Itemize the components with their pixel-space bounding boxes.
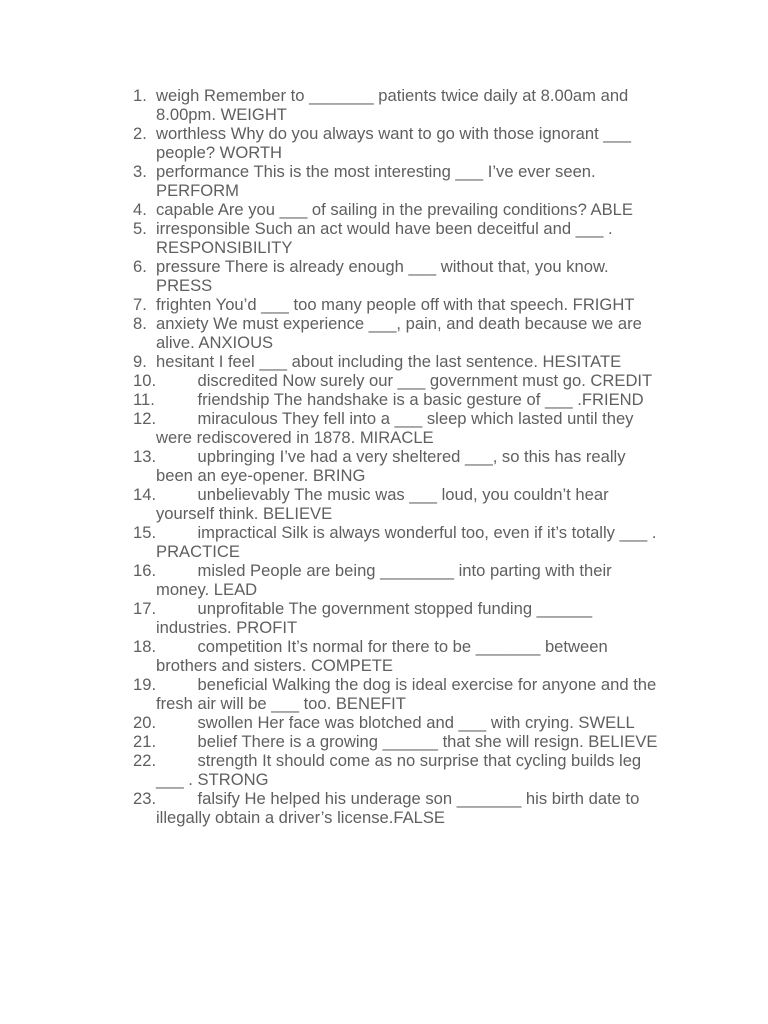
list-item (133, 409, 663, 447)
list-item (133, 257, 663, 295)
list-item (133, 599, 663, 637)
list-item (133, 314, 663, 352)
list-item (133, 675, 663, 713)
list-item (133, 200, 663, 219)
item-text: miraculous They fell into a ___ sleep which lasted until they were rediscovered in 1878. MIRACLE (156, 409, 639, 447)
item-number: 14. (133, 485, 157, 504)
item-text: performance This is the most interesting ___ I’ve ever seen. PERFORM (156, 162, 601, 200)
item-text: belief There is a growing ______ that she will resign. BELIEVE (156, 732, 658, 751)
item-text: anxiety We must experience ___, pain, and death because we are alive. ANXIOUS (156, 314, 647, 352)
list-item (133, 352, 663, 371)
item-text: weigh Remember to _______ patients twice daily at 8.00am and 8.00pm. WEIGHT (156, 86, 633, 124)
list-item (133, 485, 663, 523)
list-item (133, 447, 663, 485)
item-number: 15. (133, 523, 157, 542)
list-item (133, 713, 663, 732)
item-number: 13. (133, 447, 157, 466)
item-number: 4. (133, 200, 147, 219)
item-number: 21. (133, 732, 157, 751)
list-item (133, 371, 663, 390)
item-number: 17. (133, 599, 157, 618)
item-text: unbelievably The music was ___ loud, you couldn’t hear yourself think. BELIEVE (156, 485, 614, 523)
item-text: impractical Silk is always wonderful too, even if it’s totally ___ . PRACTICE (156, 523, 662, 561)
item-text: worthless Why do you always want to go with those ignorant ___ people? WORTH (156, 124, 636, 162)
item-number: 3. (133, 162, 147, 181)
item-text: irresponsible Such an act would have been deceitful and ___ . RESPONSIBILITY (156, 219, 618, 257)
item-number: 12. (133, 409, 157, 428)
item-text: misled People are being ________ into parting with their money. LEAD (156, 561, 617, 599)
list-item (133, 162, 663, 200)
item-text: discredited Now surely our ___ government must go. CREDIT (156, 371, 653, 390)
item-number: 18. (133, 637, 157, 656)
item-number: 1. (133, 86, 147, 105)
list-item (133, 561, 663, 599)
list-item (133, 637, 663, 675)
list-item (133, 789, 663, 827)
list-item (133, 295, 663, 314)
item-number: 22. (133, 751, 157, 770)
item-text: swollen Her face was blotched and ___ with crying. SWELL (156, 713, 635, 732)
item-text: beneficial Walking the dog is ideal exercise for anyone and the fresh air will be ___ too. BENEFIT (156, 675, 661, 713)
item-number: 6. (133, 257, 147, 276)
item-number: 11. (133, 390, 155, 409)
item-text: competition It’s normal for there to be _______ between brothers and sisters. COMPETE (156, 637, 613, 675)
item-text: hesitant I feel ___ about including the last sentence. HESITATE (156, 352, 622, 371)
item-text: unprofitable The government stopped funding ______ industries. PROFIT (156, 599, 597, 637)
list-item (133, 751, 663, 789)
list-item (133, 523, 663, 561)
item-text: upbringing I’ve had a very sheltered ___, so this has really been an eye-opener. BRING (156, 447, 631, 485)
item-number: 16. (133, 561, 157, 580)
item-number: 2. (133, 124, 147, 143)
exercise-list (133, 86, 663, 827)
item-text: falsify He helped his underage son _______ his birth date to illegally obtain a driver’s license.FALSE (156, 789, 645, 827)
item-number: 10. (133, 371, 157, 390)
item-text: friendship The handshake is a basic gesture of ___ .FRIEND (156, 390, 644, 409)
item-text: frighten You’d ___ too many people off with that speech. FRIGHT (156, 295, 635, 314)
item-number: 19. (133, 675, 157, 694)
item-text: capable Are you ___ of sailing in the prevailing conditions? ABLE (156, 200, 633, 219)
item-number: 7. (133, 295, 147, 314)
item-text: pressure There is already enough ___ without that, you know. PRESS (156, 257, 614, 295)
item-number: 9. (133, 352, 147, 371)
list-item (133, 124, 663, 162)
list-item (133, 390, 663, 409)
list-item (133, 219, 663, 257)
item-text: strength It should come as no surprise that cycling builds leg ___ . STRONG (156, 751, 646, 789)
item-number: 8. (133, 314, 147, 333)
list-item (133, 86, 663, 124)
item-number: 5. (133, 219, 147, 238)
item-number: 23. (133, 789, 157, 808)
list-item (133, 732, 663, 751)
item-number: 20. (133, 713, 157, 732)
